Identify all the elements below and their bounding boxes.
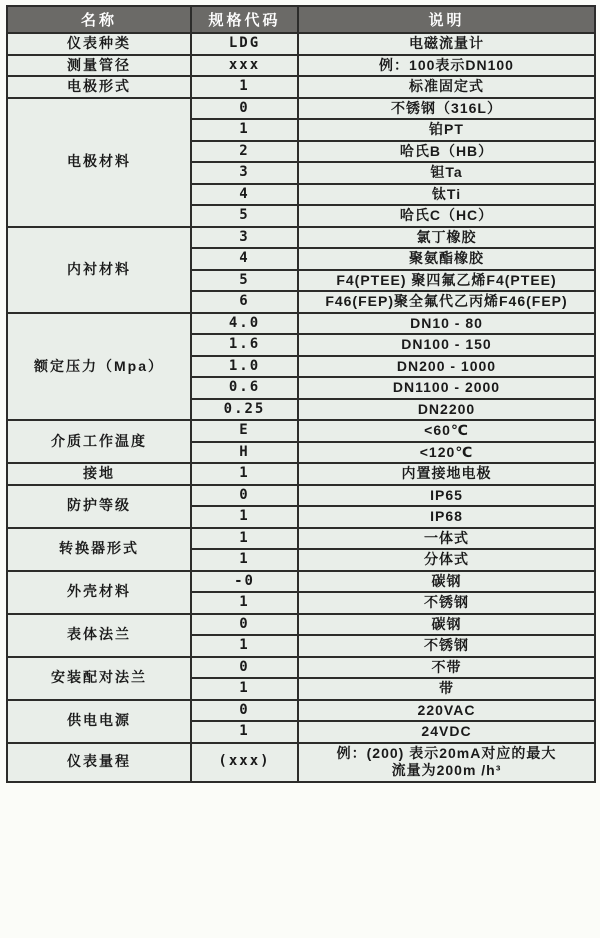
- spec-code: 0.25: [191, 399, 298, 421]
- row-group-name: 安装配对法兰: [7, 657, 191, 700]
- table-row: [7, 528, 595, 550]
- table-header-row: [7, 6, 595, 33]
- spec-description: <60℃: [298, 420, 595, 442]
- spec-code: 6: [191, 291, 298, 313]
- row-group-name: 额定压力（Mpa）: [7, 313, 191, 421]
- row-group-name: 内衬材料: [7, 227, 191, 313]
- spec-code: 1.6: [191, 334, 298, 356]
- table-row: [7, 463, 595, 485]
- table-row: [7, 657, 595, 679]
- spec-code: 1: [191, 678, 298, 700]
- spec-description: F46(FEP)聚全氟代乙丙烯F46(FEP): [298, 291, 595, 313]
- spec-description: 例：100表示DN100: [298, 55, 595, 77]
- table-row: [7, 98, 595, 120]
- spec-code: 5: [191, 270, 298, 292]
- spec-code: 1.0: [191, 356, 298, 378]
- row-group-name: 仪表量程: [7, 743, 191, 782]
- spec-code: 0: [191, 614, 298, 636]
- spec-description: 不带: [298, 657, 595, 679]
- spec-code: 4.0: [191, 313, 298, 335]
- spec-description-line1: 例：(200) 表示20mA对应的最大: [336, 744, 557, 761]
- row-group-name: 测量管径: [7, 55, 191, 77]
- spec-description: F4(PTEE) 聚四氟乙烯F4(PTEE): [298, 270, 595, 292]
- spec-code: (xxx): [191, 743, 298, 782]
- spec-code: 1: [191, 721, 298, 743]
- table-row: [7, 614, 595, 636]
- row-group-name: 电极形式: [7, 76, 191, 98]
- row-group-name: 接地: [7, 463, 191, 485]
- spec-description: DN100 - 150: [298, 334, 595, 356]
- table-row: [7, 76, 595, 98]
- spec-description: 220VAC: [298, 700, 595, 722]
- table-row: [7, 485, 595, 507]
- table-row: [7, 55, 595, 77]
- spec-code: xxx: [191, 55, 298, 77]
- spec-description: IP65: [298, 485, 595, 507]
- spec-description: 不锈钢（316L）: [298, 98, 595, 120]
- spec-table: [6, 5, 596, 783]
- row-group-name: 表体法兰: [7, 614, 191, 657]
- spec-description: 铂PT: [298, 119, 595, 141]
- spec-description: 哈氏C（HC）: [298, 205, 595, 227]
- spec-description: 内置接地电极: [298, 463, 595, 485]
- column-header-name: 名称: [7, 6, 191, 33]
- row-group-name: 防护等级: [7, 485, 191, 528]
- spec-description: 哈氏B（HB）: [298, 141, 595, 163]
- spec-code: 3: [191, 227, 298, 249]
- spec-description: [298, 743, 595, 782]
- table-row: [7, 313, 595, 335]
- spec-description: DN10 - 80: [298, 313, 595, 335]
- spec-code: E: [191, 420, 298, 442]
- spec-description: 钽Ta: [298, 162, 595, 184]
- spec-description: 碳钢: [298, 614, 595, 636]
- spec-code: 1: [191, 592, 298, 614]
- spec-code: 1: [191, 549, 298, 571]
- spec-description: 一体式: [298, 528, 595, 550]
- spec-code: 4: [191, 184, 298, 206]
- spec-code: H: [191, 442, 298, 464]
- row-group-name: 电极材料: [7, 98, 191, 227]
- table-row: [7, 33, 595, 55]
- spec-description: 标准固定式: [298, 76, 595, 98]
- spec-description: 不锈钢: [298, 592, 595, 614]
- row-group-name: 转换器形式: [7, 528, 191, 571]
- spec-description: 钛Ti: [298, 184, 595, 206]
- spec-code: 5: [191, 205, 298, 227]
- column-header-description: 说明: [298, 6, 595, 33]
- spec-code: 1: [191, 506, 298, 528]
- row-group-name: 供电电源: [7, 700, 191, 743]
- spec-table-body: [7, 33, 595, 782]
- spec-description: 电磁流量计: [298, 33, 595, 55]
- spec-description: IP68: [298, 506, 595, 528]
- spec-code: 1: [191, 528, 298, 550]
- spec-code: 3: [191, 162, 298, 184]
- row-group-name: 外壳材料: [7, 571, 191, 614]
- table-row: [7, 227, 595, 249]
- spec-code: 0.6: [191, 377, 298, 399]
- spec-code: 2: [191, 141, 298, 163]
- spec-description: 带: [298, 678, 595, 700]
- spec-code: 0: [191, 485, 298, 507]
- spec-description: <120℃: [298, 442, 595, 464]
- spec-code: 1: [191, 119, 298, 141]
- spec-code: 1: [191, 463, 298, 485]
- column-header-code: 规格代码: [191, 6, 298, 33]
- spec-code: 4: [191, 248, 298, 270]
- spec-description-line2: 流量为200m /h³: [391, 762, 502, 778]
- table-row: [7, 420, 595, 442]
- spec-description: 氯丁橡胶: [298, 227, 595, 249]
- spec-code: LDG: [191, 33, 298, 55]
- spec-description: 分体式: [298, 549, 595, 571]
- spec-description: DN1100 - 2000: [298, 377, 595, 399]
- spec-description: 24VDC: [298, 721, 595, 743]
- spec-description: 聚氨酯橡胶: [298, 248, 595, 270]
- spec-code: 1: [191, 635, 298, 657]
- spec-code: 0: [191, 657, 298, 679]
- spec-code: 0: [191, 700, 298, 722]
- spec-description: 不锈钢: [298, 635, 595, 657]
- spec-description: DN2200: [298, 399, 595, 421]
- table-row: [7, 571, 595, 593]
- table-row: [7, 700, 595, 722]
- row-group-name: 介质工作温度: [7, 420, 191, 463]
- spec-code: 1: [191, 76, 298, 98]
- spec-code: 0: [191, 98, 298, 120]
- spec-description: 碳钢: [298, 571, 595, 593]
- spec-description: DN200 - 1000: [298, 356, 595, 378]
- spec-code: -0: [191, 571, 298, 593]
- row-group-name: 仪表种类: [7, 33, 191, 55]
- table-row: [7, 743, 595, 782]
